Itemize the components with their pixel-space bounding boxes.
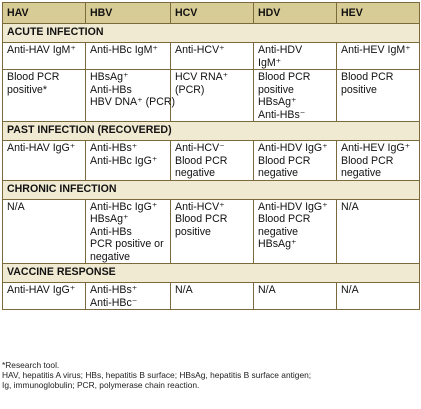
section-title: ACUTE INFECTION <box>3 24 420 43</box>
footnote: HAV, hepatitis A virus; HBs, hepatitis B surface; HBsAg, hepatitis B surface antigen; <box>2 370 312 381</box>
footnote: *Research tool. <box>2 360 60 370</box>
section-row <box>3 180 420 199</box>
table-row <box>3 283 420 310</box>
cell-line: Blood PCR <box>341 71 394 83</box>
table-cell <box>3 141 86 181</box>
table-cell <box>254 141 337 181</box>
table-cell <box>86 283 171 310</box>
cell-line: Anti-HBc IgG⁺ <box>90 154 158 167</box>
section-title: CHRONIC INFECTION <box>3 180 420 199</box>
table-cell <box>3 70 86 122</box>
table-cell <box>171 43 254 70</box>
cell-line: Anti-HBs <box>90 83 132 96</box>
table-cell <box>171 283 254 310</box>
cell-line: Blood PCR <box>175 213 228 225</box>
cell-line: HBsAg⁺ <box>258 238 297 250</box>
cell-line: positive <box>258 83 294 96</box>
table-cell <box>337 43 420 70</box>
cell-line: Anti-HEV IgM⁺ <box>341 44 411 56</box>
header-row <box>3 3 420 24</box>
table-cell <box>86 141 171 181</box>
table-cell <box>254 43 337 70</box>
table-cell <box>86 43 171 70</box>
cell-line: Anti-HDV <box>258 44 303 56</box>
cell-line: Anti-HDV IgG⁺ <box>258 142 328 154</box>
table-cell <box>254 199 337 264</box>
cell-line: HBV DNA⁺ (PCR) <box>90 96 176 108</box>
cell-line: negative <box>258 225 299 238</box>
table-row <box>3 199 420 264</box>
cell-line: Blood PCR <box>7 71 60 83</box>
hepatitis-serology-table <box>2 2 420 310</box>
cell-line: HCV RNA⁺ <box>175 71 229 83</box>
cell-line: Anti-HBs⁻ <box>258 108 306 121</box>
cell-line: N/A <box>175 284 193 296</box>
table-cell <box>86 70 176 122</box>
section-title: PAST INFECTION (RECOVERED) <box>3 122 420 141</box>
table-cell <box>171 141 254 181</box>
cell-line: Anti-HBc IgG⁺ <box>90 200 158 213</box>
header-cell: HAV <box>3 3 86 24</box>
cell-line: Anti-HBs <box>90 225 132 238</box>
cell-line: Anti-HEV IgG⁺ <box>341 142 411 154</box>
cell-line: negative <box>341 167 382 179</box>
table-cell <box>337 70 420 122</box>
cell-line: (PCR) <box>175 83 205 96</box>
table-cell <box>3 43 86 70</box>
cell-line: N/A <box>7 200 25 213</box>
cell-line: negative <box>175 167 216 179</box>
cell-line: Anti-HBc⁻ <box>90 296 138 309</box>
cell-line: positive* <box>7 83 48 96</box>
table-cell <box>86 199 171 264</box>
cell-line: N/A <box>258 284 276 296</box>
table-cell <box>3 199 86 264</box>
cell-line: HBsAg⁺ <box>90 71 129 83</box>
footnotes <box>2 360 419 391</box>
cell-line: Anti-HAV IgG⁺ <box>7 142 76 154</box>
table-row <box>3 141 420 181</box>
cell-line: N/A <box>341 200 359 213</box>
footnote: Ig, immunoglobulin; PCR, polymerase chain reaction. <box>2 380 200 391</box>
cell-line: Anti-HBs⁺ <box>90 284 138 296</box>
cell-line: Anti-HDV IgG⁺ <box>258 200 328 213</box>
cell-line: HBsAg⁺ <box>90 213 129 225</box>
header-cell: HCV <box>171 3 254 24</box>
section-row <box>3 264 420 283</box>
cell-line: Blood PCR <box>341 154 394 167</box>
cell-line: Anti-HAV IgM⁺ <box>7 44 76 56</box>
cell-line: Blood PCR <box>258 213 311 225</box>
table-cell <box>337 141 420 181</box>
cell-line: Blood PCR <box>258 71 311 83</box>
cell-line: Anti-HCV⁺ <box>175 44 225 56</box>
table-cell <box>337 283 420 310</box>
cell-line: Anti-HBs⁺ <box>90 142 138 154</box>
cell-line: N/A <box>341 284 359 296</box>
section-row <box>3 24 420 43</box>
cell-line: Anti-HCV⁺ <box>175 200 225 213</box>
cell-line: Blood PCR <box>175 154 228 167</box>
cell-line: Anti-HCV⁻ <box>175 142 225 154</box>
cell-line: PCR positive or <box>90 238 164 250</box>
cell-line: IgM⁺ <box>258 56 282 69</box>
table-cell <box>171 70 254 122</box>
section-row <box>3 122 420 141</box>
cell-line: negative <box>258 167 299 179</box>
cell-line: positive <box>341 83 377 96</box>
table-cell <box>171 199 254 264</box>
table-row <box>3 43 420 70</box>
cell-line: Anti-HAV IgG⁺ <box>7 284 76 296</box>
table-cell <box>254 283 337 310</box>
section-title: VACCINE RESPONSE <box>3 264 420 283</box>
table-cell <box>254 70 337 122</box>
cell-line: positive <box>175 225 211 238</box>
header-cell: HEV <box>337 3 420 24</box>
cell-line: Anti-HBc IgM⁺ <box>90 44 158 56</box>
table-cell <box>337 199 420 264</box>
table-cell <box>3 283 86 310</box>
cell-line: HBsAg⁺ <box>258 96 297 108</box>
header-cell: HDV <box>254 3 337 24</box>
header-cell: HBV <box>86 3 171 24</box>
table-body <box>3 24 420 310</box>
cell-line: negative <box>90 250 131 263</box>
cell-line: Blood PCR <box>258 154 311 167</box>
table-row <box>3 70 420 122</box>
